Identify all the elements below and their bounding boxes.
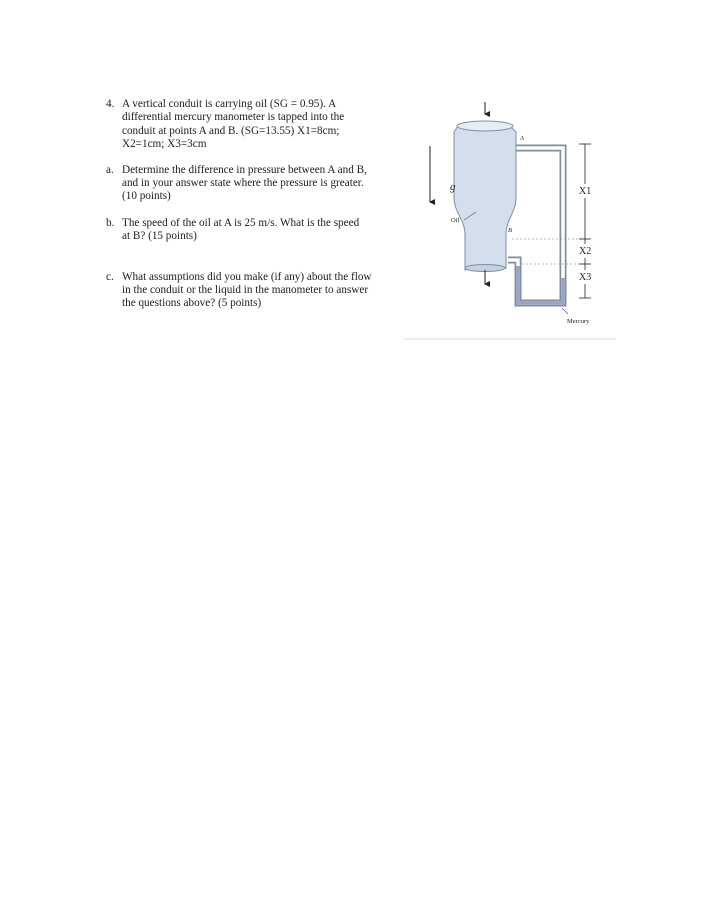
part-c-line: in the conduit or the liquid in the manometer to answer xyxy=(122,284,369,297)
part-b-line: at B? (15 points) xyxy=(122,230,197,243)
question-line: X2=1cm; X3=3cm xyxy=(122,138,207,151)
question-line: A vertical conduit is carrying oil (SG = 0.95). A xyxy=(122,98,337,110)
mercury-column xyxy=(518,266,563,303)
question-number: 4. xyxy=(106,98,115,110)
part-c-line: What assumptions did you make (if any) about the flow xyxy=(122,270,372,283)
conduit xyxy=(454,123,516,270)
part-b xyxy=(106,217,406,244)
manometer-diagram xyxy=(404,98,618,342)
gravity-label: g xyxy=(450,181,456,193)
part-c xyxy=(106,271,406,311)
mercury-label: Mercury xyxy=(567,318,590,325)
x1-label: X1 xyxy=(579,186,592,197)
manometer-figure xyxy=(404,98,618,342)
part-a-line: and in your answer state where the pressure is greater. xyxy=(122,177,364,190)
part-a-line: Determine the difference in pressure between A and B, xyxy=(122,163,367,176)
part-a xyxy=(106,164,406,204)
oil-label: Oil xyxy=(451,217,460,224)
part-a-line: (10 points) xyxy=(122,190,171,203)
conduit-top-cap xyxy=(457,121,513,131)
mercury-leader xyxy=(562,308,568,314)
problem-text xyxy=(106,98,406,311)
point-b-label: B xyxy=(508,227,512,234)
part-b-label: b. xyxy=(106,216,115,229)
part-c-line: the questions above? (5 points) xyxy=(122,297,262,310)
x3-label: X3 xyxy=(579,272,592,283)
point-a-label: A xyxy=(520,135,524,142)
part-a-label: a. xyxy=(106,163,114,176)
question-4 xyxy=(106,98,406,152)
question-line: differential mercury manometer is tapped into the xyxy=(122,111,345,124)
part-b-line: The speed of the oil at A is 25 m/s. What is the speed xyxy=(122,216,360,229)
x2-label: X2 xyxy=(579,246,592,257)
question-line: conduit at points A and B. (SG=13.55) X1=8cm; xyxy=(122,124,340,137)
part-c-label: c. xyxy=(106,270,114,283)
